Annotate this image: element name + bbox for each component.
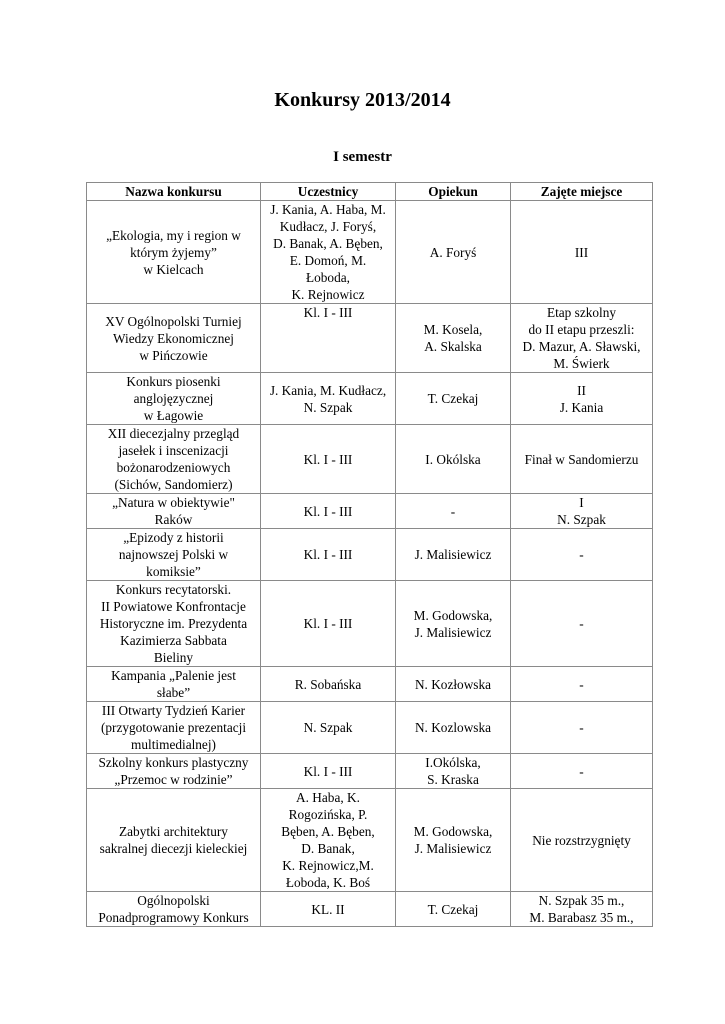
- cell-line: słabe”: [156, 685, 191, 700]
- cell-line: J. Kania, M. Kudłacz,: [269, 382, 387, 398]
- cell-line: Kazimierza Sabbata: [120, 633, 227, 648]
- table-row: [87, 667, 653, 702]
- cell-line: Szkolny konkurs plastyczny: [98, 755, 249, 770]
- cell-line: A. Skalska: [424, 339, 482, 354]
- cell-line: M. Barabasz 35 m.,: [529, 910, 634, 925]
- cell-line: A. Foryś: [429, 244, 477, 260]
- contest-name-cell: [87, 702, 261, 754]
- participants-cell: [261, 892, 396, 927]
- contests-table: [86, 182, 653, 927]
- cell-line: w Kielcach: [143, 261, 204, 277]
- cell-line: -: [579, 763, 584, 779]
- participants-cell: [261, 667, 396, 702]
- cell-line: Zabytki architektury: [119, 824, 228, 839]
- cell-line: Finał w Sandomierzu: [524, 451, 639, 467]
- cell-line: N. Kozłowska: [414, 676, 492, 692]
- cell-line: N. Szpak: [557, 512, 606, 527]
- place-cell: [511, 529, 653, 581]
- header-participants: Uczestnicy: [261, 183, 396, 201]
- cell-line: II Powiatowe Konfrontacje: [101, 599, 246, 614]
- participants-cell: [261, 304, 396, 373]
- cell-line: -: [579, 720, 584, 735]
- cell-line: Konkurs recytatorski.: [115, 582, 232, 597]
- place-cell: [511, 892, 653, 927]
- contest-name-cell: [87, 425, 261, 494]
- cell-line: Nie rozstrzygnięty: [532, 832, 631, 848]
- place-cell: [511, 581, 653, 667]
- table-row: [87, 892, 653, 927]
- cell-line: I.Okólska,: [425, 755, 481, 770]
- cell-line: Łoboda,: [306, 270, 350, 285]
- cell-line: Kl. I - III: [303, 451, 353, 467]
- participants-cell: [261, 373, 396, 425]
- cell-line: Bęben, A. Bęben,: [281, 824, 375, 839]
- cell-line: M. Świerk: [553, 356, 610, 371]
- cell-line: J. Malisiewicz: [414, 841, 492, 856]
- cell-line: R. Sobańska: [294, 676, 362, 692]
- cell-line: III: [574, 244, 589, 260]
- page-title: Konkursy 2013/2014: [274, 89, 451, 111]
- cell-line: K. Rejnowicz: [291, 287, 365, 302]
- cell-line: J. Kania: [559, 399, 604, 415]
- contest-name-cell: [87, 667, 261, 702]
- cell-line: S. Kraska: [427, 772, 479, 787]
- cell-line: Kl. I - III: [303, 547, 353, 562]
- cell-line: D. Banak, A. Bęben,: [273, 236, 383, 251]
- participants-cell: [261, 754, 396, 789]
- cell-line: Rogozińska, P.: [288, 807, 368, 822]
- contest-name-cell: [87, 581, 261, 667]
- table-row: [87, 581, 653, 667]
- guardian-cell: [396, 702, 511, 754]
- table-header-row: [87, 183, 653, 201]
- cell-line: Raków: [154, 512, 193, 527]
- table-row: [87, 702, 653, 754]
- cell-line: Kl. I - III: [303, 616, 353, 631]
- cell-line: D. Mazur, A. Sławski,: [522, 339, 641, 354]
- cell-line: Historyczne im. Prezydenta: [99, 616, 248, 631]
- cell-line: Łoboda, K. Boś: [285, 875, 371, 890]
- guardian-cell: [396, 425, 511, 494]
- cell-line: Konkurs piosenki: [126, 374, 221, 389]
- contest-name-cell: [87, 373, 261, 425]
- table-row: [87, 529, 653, 581]
- cell-line: -: [579, 547, 584, 562]
- cell-line: (Sichów, Sandomierz): [114, 477, 233, 492]
- guardian-cell: [396, 892, 511, 927]
- guardian-cell: [396, 581, 511, 667]
- cell-line: XV Ogólnopolski Turniej: [105, 313, 242, 329]
- cell-line: M. Kosela,: [423, 322, 483, 337]
- cell-line: I. Okólska: [425, 451, 481, 467]
- place-cell: [511, 702, 653, 754]
- guardian-cell: [396, 494, 511, 529]
- place-cell: [511, 494, 653, 529]
- cell-line: multimedialnej): [131, 737, 216, 752]
- cell-line: M. Godowska,: [413, 824, 493, 839]
- cell-line: -: [450, 503, 456, 519]
- cell-line: I: [579, 495, 584, 510]
- table-row: [87, 425, 653, 494]
- header-contest-name: Nazwa konkursu: [87, 183, 261, 201]
- cell-line: A. Haba, K.: [296, 790, 360, 805]
- cell-line: -: [579, 616, 584, 631]
- cell-line: Ogólnopolski: [137, 893, 210, 908]
- cell-line: Kampania „Palenie jest: [111, 668, 236, 683]
- cell-line: „Ekologia, my i region w: [106, 227, 241, 243]
- contest-name-cell: [87, 201, 261, 304]
- cell-line: N. Szpak: [303, 399, 353, 415]
- place-cell: [511, 425, 653, 494]
- guardian-cell: [396, 373, 511, 425]
- table-row: [87, 494, 653, 529]
- cell-line: Ponadprogramowy Konkurs: [98, 910, 249, 925]
- participants-cell: [261, 494, 396, 529]
- cell-line: Wiedzy Ekonomicznej: [113, 330, 234, 346]
- cell-line: Bieliny: [153, 650, 194, 665]
- guardian-cell: [396, 754, 511, 789]
- guardian-cell: [396, 667, 511, 702]
- cell-line: najnowszej Polski w: [118, 547, 229, 562]
- cell-line: „Przemoc w rodzinie”: [114, 772, 233, 787]
- guardian-cell: [396, 529, 511, 581]
- cell-line: Etap szkolny: [546, 305, 617, 320]
- contest-name-cell: [87, 529, 261, 581]
- participants-cell: [261, 425, 396, 494]
- cell-line: sakralnej diecezji kieleckiej: [99, 841, 248, 856]
- cell-line: bożonarodzeniowych: [116, 460, 231, 475]
- cell-line: T. Czekaj: [427, 901, 479, 917]
- place-cell: [511, 201, 653, 304]
- cell-line: Kl. I - III: [303, 305, 353, 320]
- table-row: [87, 304, 653, 373]
- cell-line: anglojęzycznej: [133, 391, 214, 406]
- place-cell: [511, 667, 653, 702]
- contest-name-cell: [87, 754, 261, 789]
- semester-heading: I semestr: [333, 149, 392, 165]
- participants-cell: [261, 529, 396, 581]
- header-place: Zajęte miejsce: [511, 183, 653, 201]
- cell-line: K. Rejnowicz,M.: [282, 858, 374, 873]
- cell-line: XII diecezjalny przegląd: [107, 426, 240, 441]
- place-cell: [511, 304, 653, 373]
- table-row: [87, 201, 653, 304]
- contest-name-cell: [87, 892, 261, 927]
- table-row: [87, 373, 653, 425]
- cell-line: do II etapu przeszli:: [528, 322, 635, 337]
- cell-line: J. Malisiewicz: [414, 547, 492, 562]
- cell-line: w Pińczowie: [139, 347, 208, 363]
- cell-line: -: [579, 676, 584, 692]
- cell-line: T. Czekaj: [427, 391, 479, 406]
- header-guardian: Opiekun: [396, 183, 511, 201]
- cell-line: jasełek i inscenizacji: [118, 443, 229, 458]
- cell-line: Kl. I - III: [303, 763, 353, 779]
- guardian-cell: [396, 789, 511, 892]
- cell-line: III Otwarty Tydzień Karier: [101, 703, 246, 718]
- cell-line: (przygotowanie prezentacji: [100, 720, 247, 735]
- cell-line: Kudłacz, J. Foryś,: [279, 219, 377, 234]
- cell-line: M. Godowska,: [413, 607, 493, 623]
- cell-line: N. Kozlowska: [414, 720, 492, 735]
- cell-line: KL. II: [311, 901, 345, 917]
- guardian-cell: [396, 201, 511, 304]
- contest-name-cell: [87, 304, 261, 373]
- cell-line: w Łagowie: [143, 408, 204, 423]
- cell-line: „Natura w obiektywie": [112, 495, 235, 510]
- contest-name-cell: [87, 494, 261, 529]
- participants-cell: [261, 789, 396, 892]
- place-cell: [511, 789, 653, 892]
- cell-line: którym żyjemy”: [130, 244, 217, 260]
- contest-name-cell: [87, 789, 261, 892]
- place-cell: [511, 754, 653, 789]
- cell-line: J. Malisiewicz: [414, 624, 492, 640]
- cell-line: E. Domoń, M.: [289, 253, 367, 268]
- table-row: [87, 789, 653, 892]
- place-cell: [511, 373, 653, 425]
- cell-line: II: [577, 382, 586, 398]
- cell-line: komiksie”: [146, 564, 201, 579]
- cell-line: Kl. I - III: [303, 503, 353, 519]
- participants-cell: [261, 702, 396, 754]
- table-row: [87, 754, 653, 789]
- cell-line: N. Szpak 35 m.,: [538, 893, 625, 908]
- cell-line: „Epizody z historii: [123, 530, 224, 545]
- participants-cell: [261, 581, 396, 667]
- cell-line: N. Szpak: [303, 720, 353, 735]
- cell-line: J. Kania, A. Haba, M.: [270, 202, 386, 217]
- cell-line: D. Banak,: [301, 841, 355, 856]
- guardian-cell: [396, 304, 511, 373]
- participants-cell: [261, 201, 396, 304]
